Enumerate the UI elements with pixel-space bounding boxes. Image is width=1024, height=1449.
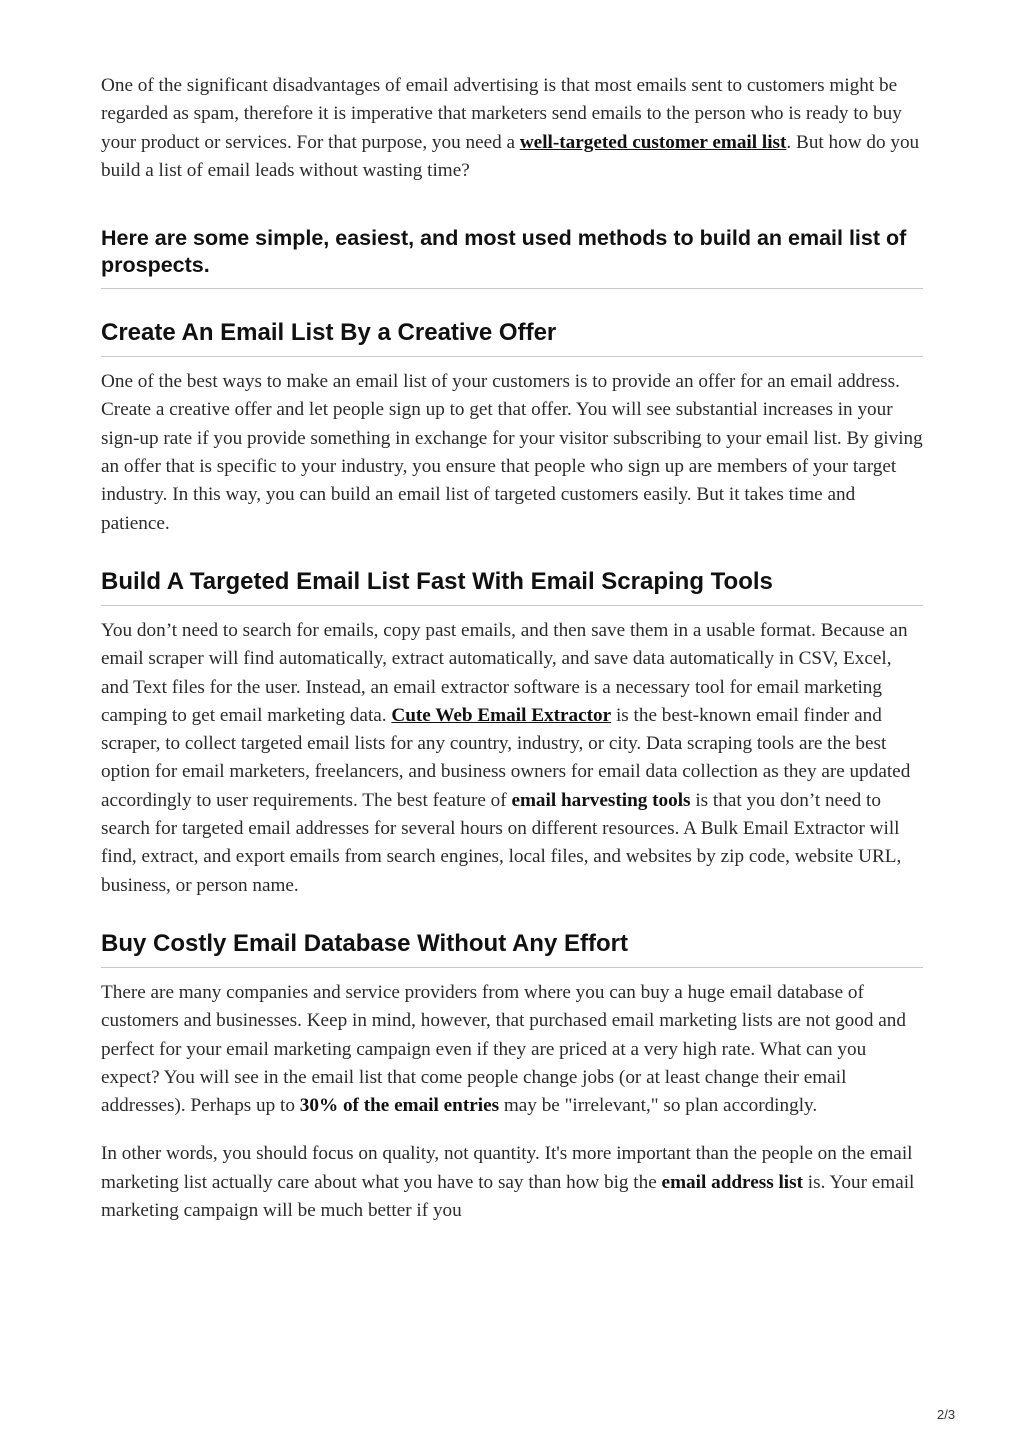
scraping-tools-paragraph [101,617,923,900]
intro-text: One of the significant disadvantages of email advertising is that most emails sent to customers might be regarded as spam, therefore it is imperative that marketers send emails to the person who is ready to buy your product or services. For that purpose, you need a [101,75,902,153]
quality-text-end: is. Your email marketing campaign will be much better if you [101,1171,915,1222]
buy-text: There are many companies and service providers from where you can buy a huge email database of customers and businesses. Keep in mind, however, that purchased email marketing lists are not good and perfect for your email marketing campaign even if they are priced at a very high rate. What can you expect? You will see in the email list that come people change jobs (or at least change their email addresses). Perhaps up to [101,981,906,1117]
methods-subheading: Here are some simple, easiest, and most used methods to build an email list of prospects. [101,226,907,278]
page-number: 2/3 [937,1407,956,1422]
buy-database-paragraph [101,979,923,1120]
scraping-text: You don’t need to search for emails, copy past emails, and then save them in a usable format. Because an email scraper will find automatically, extract automatically, and save data automatically in CSV, Excel, and Text files for the user. Instead, an email extractor software is a necessary tool for email marketing camping to get email marketing data. [101,619,908,726]
scraping-text-end: is that you don’t need to search for targeted email addresses for several hours on different resources. A Bulk Email Extractor will find, extract, and export emails from search engines, local files, and websites by zip code, website URL, business, or person name. [101,789,902,896]
email-harvesting-tools-bold: email harvesting tools [511,789,691,811]
quality-paragraph [101,1140,923,1225]
scraping-text-cont: is the best-known email finder and scraper, to collect targeted email lists for any country, industry, or city. Data scraping tools are the best option for email marketers, freelancers, and business owners for email data collection as they are updated accordingly to user requirements. The best feature of [101,704,911,811]
intro-text-end: . But how do you build a list of email leads without wasting time? [101,131,920,181]
irrelevant-entries-bold: 30% of the email entries [299,1095,500,1117]
section-title-scraping-tools: Build A Targeted Email List Fast With Email Scraping Tools [101,567,773,595]
section-title-buy-database: Buy Costly Email Database Without Any Effort [101,929,628,957]
creative-offer-paragraph: One of the best ways to make an email list of your customers is to provide an offer for an email address. Create a creative offer and let people sign up to get that offer. You will see substantial increases in your sign-up rate if you provide something in exchange for your visitor subscribing to your email list. By giving an offer that is specific to your industry, you ensure that people who sign up are members of your target industry. In this way, you can build an email list of targeted customers easily. But it takes time and patience. [101,371,923,534]
document-page [101,72,923,1225]
buy-text-end: may be "irrelevant," so plan accordingly. [499,1095,818,1117]
section-title-creative-offer: Create An Email List By a Creative Offer [101,319,557,347]
quality-text: In other words, you should focus on quality, not quantity. It's more important than the people on the email marketing list actually care about what you have to say than how big the [101,1143,913,1193]
cute-web-email-extractor-link[interactable]: Cute Web Email Extractor [391,704,612,726]
intro-paragraph [101,72,923,185]
customer-email-list-link[interactable]: well-targeted customer email list [519,131,787,153]
email-address-list-bold: email address list [661,1171,803,1193]
